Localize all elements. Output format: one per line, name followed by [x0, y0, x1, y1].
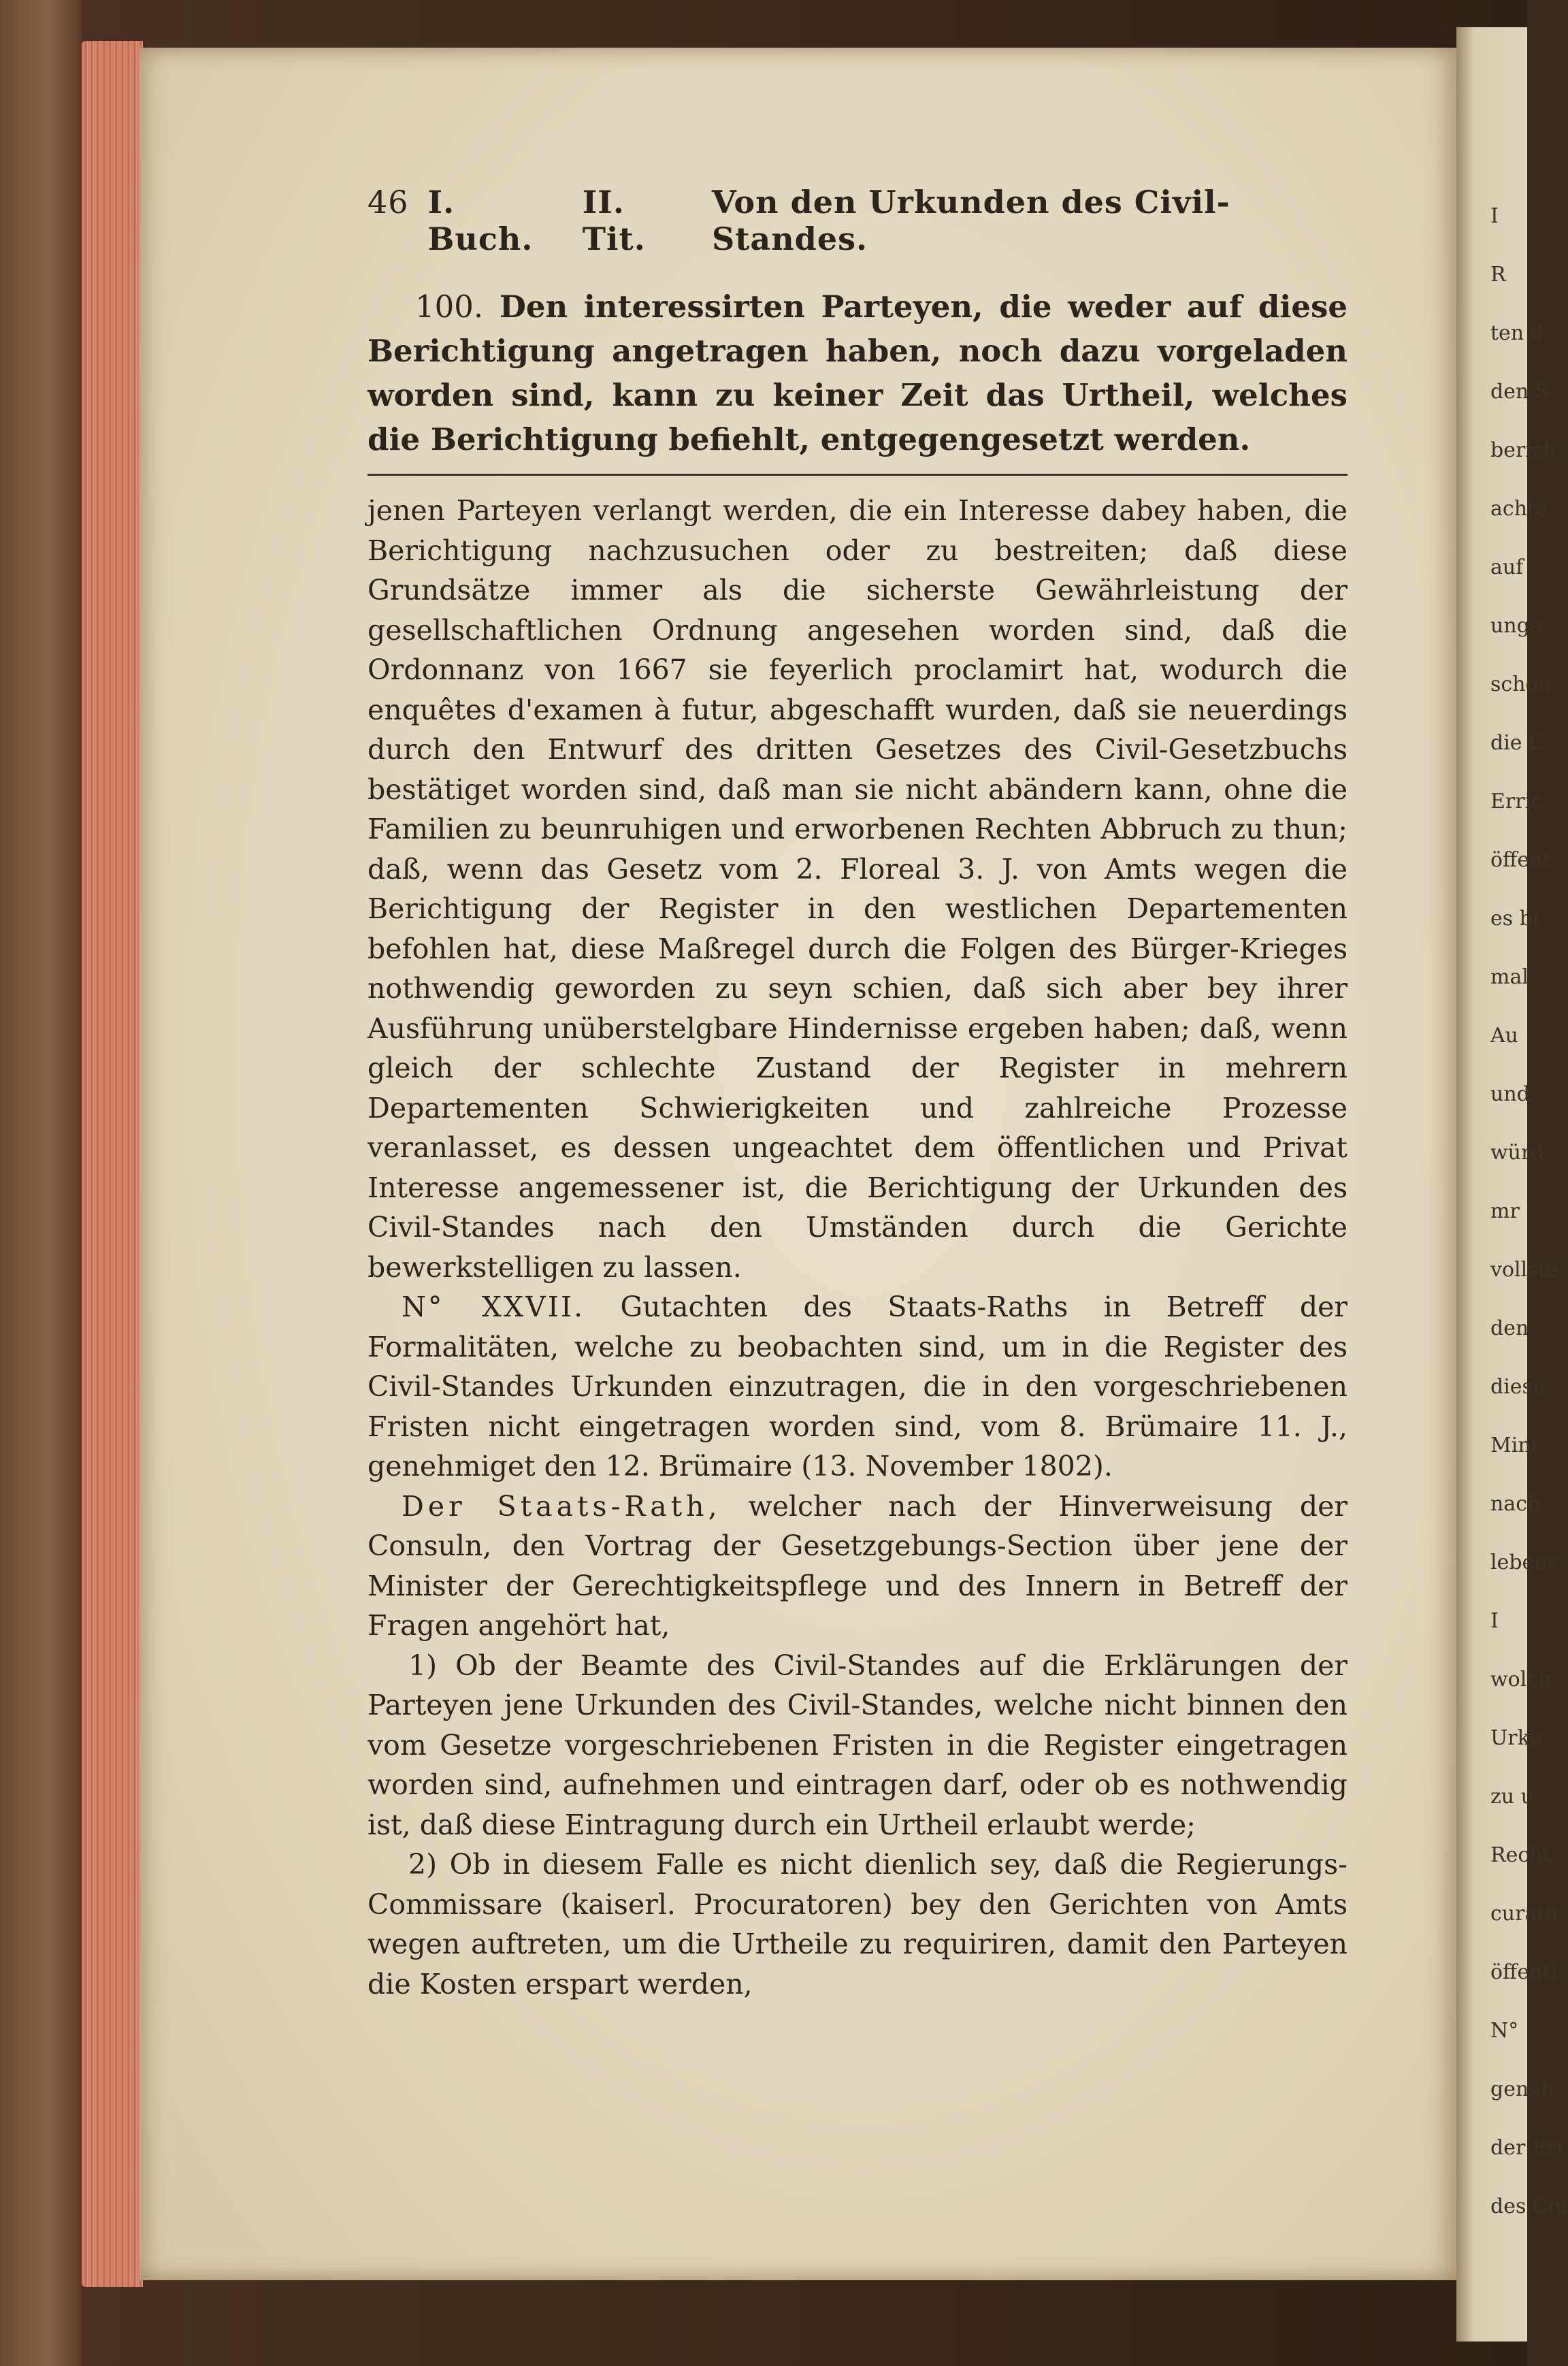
- adjacent-page-fragment: unge: [1490, 614, 1542, 638]
- adjacent-page-fragment: zu u: [1490, 1785, 1534, 1809]
- adjacent-page-fragment: des Ciu: [1490, 2194, 1568, 2218]
- body-text: [368, 491, 1348, 2004]
- adjacent-page-fragment: es bi: [1490, 907, 1539, 930]
- adjacent-page-fragment: der Ert: [1490, 2136, 1565, 2160]
- adjacent-page-fragment: öffent: [1490, 848, 1551, 872]
- adjacent-page-fragment: I: [1490, 204, 1499, 228]
- adjacent-page-fragment: geneh: [1490, 2077, 1554, 2101]
- adjacent-page-fragment: N°: [1490, 2019, 1519, 2043]
- title-label: II. Tit.: [582, 184, 646, 257]
- adjacent-page-fragment: Recht: [1490, 1843, 1551, 1867]
- adjacent-page-fragment: ten d: [1490, 321, 1544, 345]
- adjacent-page-fragment: wolch: [1490, 1668, 1552, 1691]
- adjacent-page-fragment: und: [1490, 1082, 1530, 1106]
- adjacent-page-fragment: diese: [1490, 1375, 1545, 1399]
- section-text: Den interessirten Parteyen, die weder auf diese Berichtigung angetragen haben, noch dazu vorgeladen worden sind, kann zu keiner Zeit das Urtheil, welches die Berichtigung befiehlt, entgegengesetzt werden.: [368, 289, 1348, 457]
- adjacent-page-fragment: den S: [1490, 380, 1550, 404]
- adjacent-page-fragment: berich: [1490, 438, 1557, 462]
- adjacent-page-fragment: den: [1490, 1316, 1529, 1340]
- adjacent-page-fragment: curato: [1490, 1902, 1558, 1926]
- question-text: Ob in diesem Falle es nicht dienlich sey, daß die Regierungs-Commissare (kaiserl. Procuratoren) bey den Gerichten von Amts wegen auftreten, um die Urtheile zu requiriren, damit den Parteyen die Kosten erspart werden,: [368, 1848, 1348, 2000]
- council-paragraph: [368, 1487, 1348, 1646]
- heading-number: N° XXVII.: [402, 1291, 585, 1323]
- adjacent-page-fragment: schon: [1490, 672, 1551, 696]
- adjacent-page-fragment: Mini: [1490, 1433, 1538, 1457]
- adjacent-page-fragment: Erric: [1490, 790, 1543, 813]
- adjacent-page-fragment: vollste: [1490, 1258, 1558, 1282]
- heading-text: Gutachten des Staats-Raths in Betreff der Formalitäten, welche zu beobachten sind, um in die Register des Civil-Standes Urkunden einzutragen, die in den vorgeschriebenen Fristen nicht eingetragen worden sind, vom 8. Brümaire 11. J., genehmiget den 12. Brümaire (13. November 1802).: [368, 1291, 1348, 1482]
- adjacent-page-fragment: achte: [1490, 497, 1548, 521]
- adjacent-page-fragment: I: [1490, 1609, 1499, 1633]
- question-2: [368, 1845, 1348, 2004]
- council-text: welcher nach der Hinverweisung der Consuln, den Vortrag der Gesetzgebungs-Section über jene der Minister der Gerechtigkeitspflege und des Innern in Betreff der Fragen angehört hat,: [368, 1489, 1348, 1642]
- question-1: [368, 1646, 1348, 1845]
- question-number: 2): [408, 1848, 438, 1881]
- adjacent-page-fragment: Au: [1490, 1024, 1518, 1048]
- adjacent-page-fragment: würd: [1490, 1141, 1544, 1165]
- page-number: 46: [368, 184, 409, 221]
- adjacent-page-fragment: die C: [1490, 731, 1545, 755]
- page-text-block: [368, 184, 1348, 2004]
- paragraph: jenen Parteyen verlangt werden, die ein Interesse dabey haben, die Berichtigung nachzusuchen oder zu bestreiten; daß diese Grundsätze immer als die sicherste Gewährleistung der gesellschaftlichen Ordnung angesehen worden sind, daß die Ordonnanz von 1667 sie feyerlich proclamirt hat, wodurch die enquêtes d'examen à futur, abgeschafft wurden, daß sie neuerdings durch den Entwurf des dritten Gesetzes des Civil-Gesetzbuchs bestätiget worden sind, daß man sie nicht abändern kann, ohne die Familien zu beunruhigen und erworbenen Rechten Abbruch zu thun; daß, wenn das Gesetz vom 2. Floreal 3. J. von Amts wegen die Berichtigung der Register in den westlichen Departementen befohlen hat, diese Maßregel durch die Folgen des Bürger-Krieges nothwendig geworden zu seyn schien, daß sich aber bey ihrer Ausführung unüberstelgbare Hindernisse ergeben haben; daß, wenn gleich der schlechte Zustand der Register in mehrern Departementen Schwierigkeiten und zahlreiche Prozesse veranlasset, es dessen ungeachtet dem öffentlichen und Privat Interesse angemessener ist, die Berichtigung der Urkunden des Civil-Standes nach den Umständen durch die Gerichte bewerkstelligen zu lassen.: [368, 494, 1348, 1284]
- adjacent-page: [1456, 27, 1568, 2341]
- adjacent-page-fragment: R: [1490, 263, 1506, 287]
- section-100: [368, 285, 1348, 461]
- section-number: 100.: [415, 289, 484, 325]
- adjacent-page-fragment: mal: [1490, 965, 1529, 989]
- council-lead: Der Staats-Rath,: [402, 1489, 721, 1523]
- adjacent-page-fragment: auf: [1490, 555, 1524, 579]
- document-heading: [368, 1287, 1348, 1487]
- adjacent-page-fragment: nach: [1490, 1492, 1541, 1516]
- question-text: Ob der Beamte des Civil-Standes auf die Erklärungen der Parteyen jene Urkunden des Civil-Standes, welche nicht binnen den vom Gesetze vorgeschriebenen Fristen in die Register eingetragen worden sind, aufnehmen und eintragen darf, oder ob es nothwendig ist, daß diese Eintragung durch ein Urtheil erlaubt werde;: [368, 1649, 1348, 1841]
- page-edges: [82, 41, 143, 2287]
- adjacent-page-fragment: lebens: [1490, 1551, 1558, 1574]
- adjacent-page-fragment: Urku: [1490, 1726, 1544, 1750]
- running-header: [368, 184, 1348, 257]
- book-cover-edge: [0, 0, 82, 2366]
- horizontal-rule: [368, 474, 1348, 476]
- adjacent-page-fragment: öffentl: [1490, 1960, 1558, 1984]
- running-title: Von den Urkunden des Civil-Standes.: [711, 184, 1230, 257]
- adjacent-page-fragment: mr: [1490, 1199, 1520, 1223]
- question-number: 1): [408, 1649, 438, 1682]
- book-label: I. Buch.: [427, 184, 534, 257]
